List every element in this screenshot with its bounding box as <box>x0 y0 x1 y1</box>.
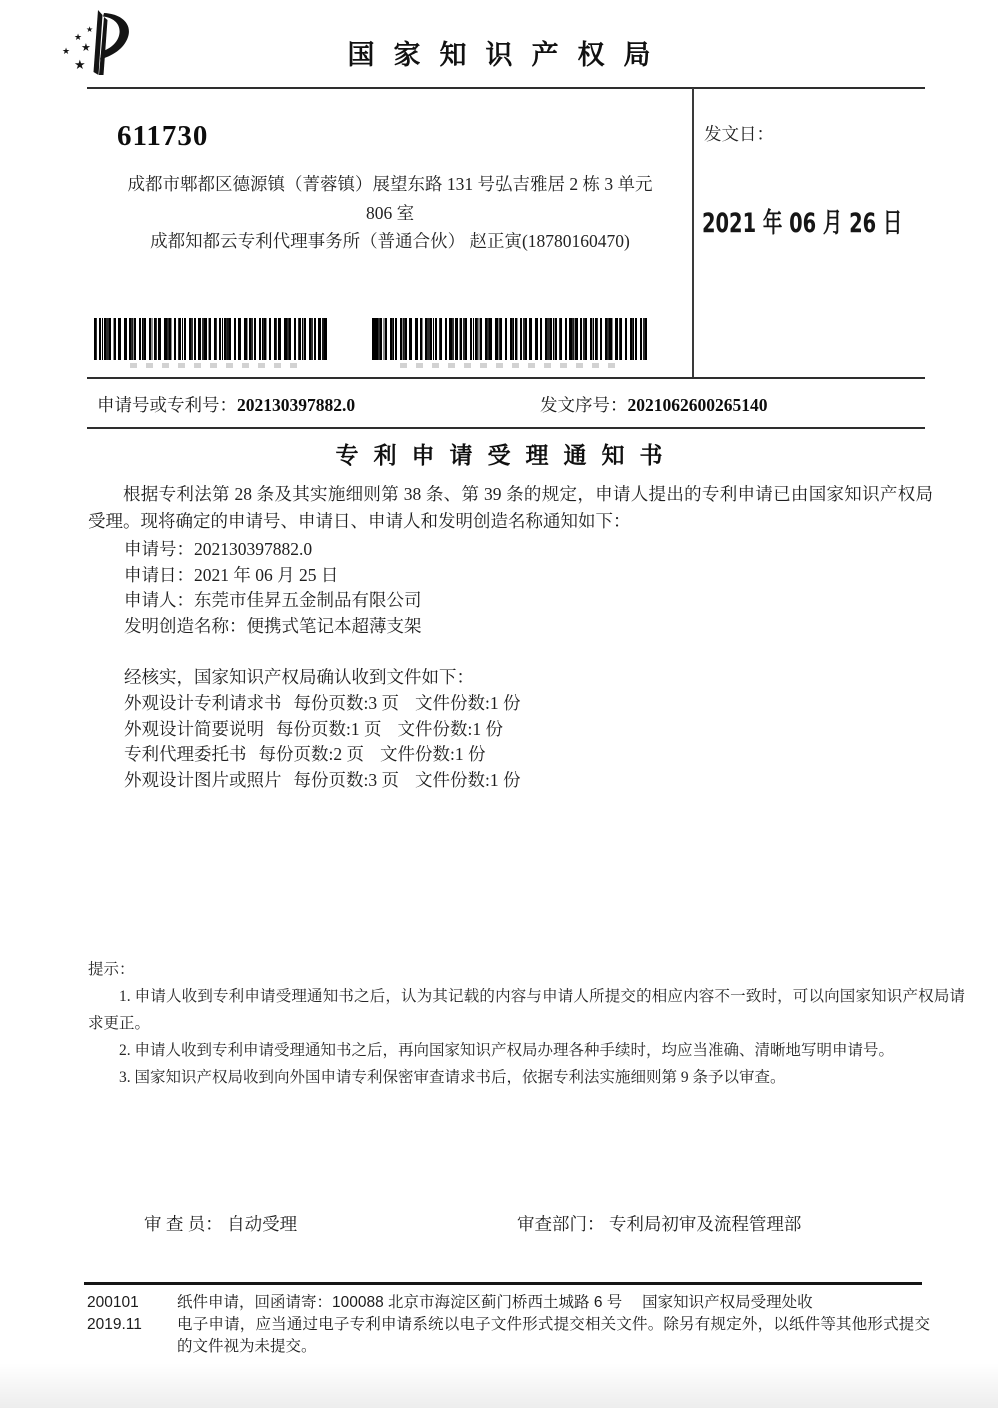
file-name: 外观设计专利请求书 <box>124 692 282 713</box>
footer-notes <box>177 1292 930 1358</box>
application-fields <box>124 537 422 639</box>
dispatch-serial-value: 2021062600265140 <box>627 395 768 415</box>
svg-text:★: ★ <box>62 47 71 57</box>
examiner-value: 自动受理 <box>227 1214 298 1234</box>
file-pages: 每份页数:1 页 <box>276 718 382 739</box>
form-code-block <box>87 1292 142 1336</box>
received-intro: 经核实，国家知识产权局确认收到文件如下： <box>124 667 474 687</box>
file-pages: 每份页数:3 页 <box>293 770 399 791</box>
received-files-section <box>124 665 521 794</box>
form-code: 200101 <box>87 1294 139 1311</box>
application-number-value: 202130397882.0 <box>237 395 356 415</box>
footer-note-paper: 纸件申请，回函请寄：100088 北京市海淀区蓟门桥西土城路 6 号 国家知识产权局受理处收 <box>177 1294 813 1311</box>
header-divider-line <box>87 87 925 89</box>
field-invention-name <box>124 614 422 640</box>
issue-date-label: 发文日： <box>704 124 774 144</box>
postal-code: 611730 <box>117 120 209 152</box>
hints-label: 提示： <box>88 961 135 978</box>
examiner <box>144 1211 297 1236</box>
issue-date-value: 2021 年 06 月 26 日 <box>702 208 903 239</box>
file-copies: 文件份数:1 份 <box>415 692 521 713</box>
hints-section <box>88 956 965 1091</box>
department-label: 审查部门： <box>517 1214 605 1234</box>
application-number <box>97 392 355 417</box>
field-applicant <box>124 588 422 614</box>
received-file-row <box>124 742 521 768</box>
footer-note-electronic: 电子申请，应当通过电子专利申请系统以电子文件形式提交相关文件。除另有规定外，以纸件等其他形式提交的文件视为未提交。 <box>177 1316 930 1355</box>
received-file-row <box>124 691 521 717</box>
agency-title: 国家知识产权局 <box>347 40 670 70</box>
field-application-date <box>124 563 422 589</box>
hint-item-3: 3. 国家知识产权局收到向外国申请专利保密审查请求书后，依据专利法实施细则第 9 条予以审查。 <box>119 1069 786 1086</box>
footer-divider-line <box>84 1282 922 1285</box>
examiner-label: 审 查 员： <box>144 1214 223 1234</box>
file-pages: 每份页数:2 页 <box>258 744 364 765</box>
barcode-caption <box>400 363 620 368</box>
field-label: 申请号： <box>124 539 194 559</box>
file-name: 外观设计图片或照片 <box>124 770 282 791</box>
file-pages: 每份页数:3 页 <box>293 692 399 713</box>
divider-line <box>87 427 925 429</box>
svg-text:★: ★ <box>81 41 91 54</box>
file-copies: 文件份数:1 份 <box>380 744 486 765</box>
field-label: 申请人： <box>124 590 194 610</box>
examining-department <box>517 1211 801 1236</box>
svg-text:★: ★ <box>74 58 86 73</box>
hint-item-1: 1. 申请人收到专利申请受理通知书之后，认为其记载的内容与申请人所提交的相应内容不一致时，可以向国家知识产权局请求更正。 <box>88 988 965 1032</box>
address-line-1: 成都市郫都区德源镇（菁蓉镇）展望东路 131 号弘吉雅居 2 栋 3 单元 <box>127 174 653 194</box>
file-name: 外观设计简要说明 <box>124 718 264 739</box>
field-value: 2021 年 06 月 25 日 <box>194 564 339 585</box>
divider-line <box>87 377 925 379</box>
document-title: 专利申请受理通知书 <box>335 443 678 468</box>
file-name: 专利代理委托书 <box>124 744 247 765</box>
field-value: 便携式笔记本超薄支架 <box>246 615 422 636</box>
dispatch-serial-label: 发文序号： <box>540 395 628 415</box>
dispatch-serial <box>540 392 768 417</box>
barcode <box>94 318 327 360</box>
field-value: 202130397882.0 <box>194 539 313 559</box>
recipient-address-block <box>90 170 690 256</box>
application-number-label: 申请号或专利号： <box>97 395 237 415</box>
field-application-number <box>124 537 422 563</box>
barcode <box>372 318 649 360</box>
address-box-vertical-divider <box>692 88 694 378</box>
field-label: 发明创造名称： <box>124 615 247 636</box>
barcode-caption <box>130 363 300 368</box>
notice-intro-paragraph: 根据专利法第 28 条及其实施细则第 38 条、第 39 条的规定，申请人提出的专利申请已由国家知识产权局受理。现将确定的申请号、申请日、申请人和发明创造名称通知如下： <box>88 484 933 531</box>
svg-text:★: ★ <box>74 33 83 43</box>
svg-text:★: ★ <box>86 25 94 34</box>
address-line-2: 806 室 <box>365 202 415 223</box>
field-label: 申请日： <box>124 564 194 585</box>
form-date: 2019.11 <box>87 1316 142 1333</box>
department-value: 专利局初审及流程管理部 <box>608 1214 802 1234</box>
agent-line: 成都知都云专利代理事务所（普通合伙） 赵正寅(18780160470) <box>150 231 630 251</box>
file-copies: 文件份数:1 份 <box>397 718 503 739</box>
received-file-row <box>124 717 521 743</box>
file-copies: 文件份数:1 份 <box>415 770 521 791</box>
field-value: 东莞市佳昇五金制品有限公司 <box>194 590 422 610</box>
received-file-row <box>124 768 521 794</box>
hint-item-2: 2. 申请人收到专利申请受理通知书之后，再向国家知识产权局办理各种手续时，均应当准确、清晰地写明申请号。 <box>119 1042 895 1059</box>
